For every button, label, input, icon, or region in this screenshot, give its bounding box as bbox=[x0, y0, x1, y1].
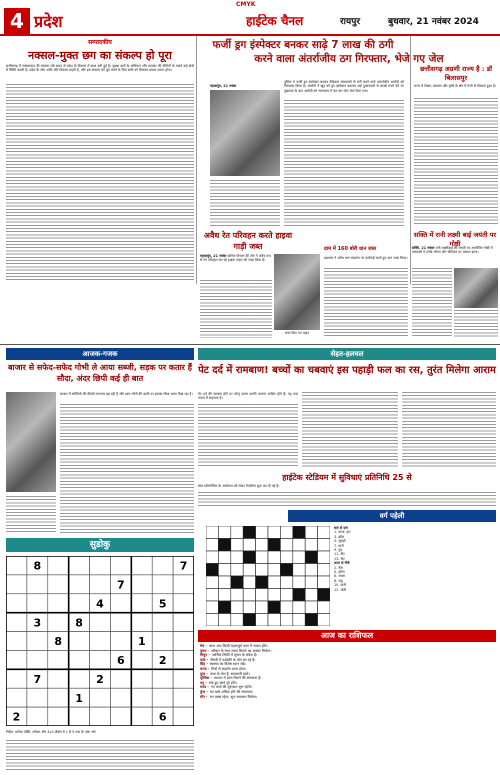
rashi-text: रुके हुए कार्य पूरे होंगे। bbox=[208, 680, 237, 685]
crossword-cell bbox=[218, 614, 230, 627]
sudoku-given: 5 bbox=[158, 597, 167, 611]
crossword-cell bbox=[268, 576, 280, 589]
sudoku-cell bbox=[131, 669, 152, 688]
crossword-title: वर्ग पहेली bbox=[288, 510, 496, 522]
sakti-body: सक्ति, 21 नवंबर रानी लक्ष्मीबाई की जयंती पर आयोजित गोष्ठी में वक्ताओं ने उनके जीवन और बलिदान पर प्रकाश डाला। bbox=[412, 246, 493, 255]
across-title: बाएं से दाएं bbox=[334, 526, 348, 530]
health-text-block bbox=[198, 404, 298, 468]
transport-headline: अवैध रेत परिवहन करते हाइवा गाड़ी जब्त bbox=[203, 231, 293, 251]
rashi-sign: मकर - bbox=[200, 685, 209, 690]
editorial-text-block bbox=[6, 84, 194, 282]
rashi-text: स्वास्थ्य का विशेष ध्यान रखें। bbox=[209, 662, 246, 667]
crossword-cell bbox=[318, 526, 330, 539]
crossword-cell bbox=[256, 551, 268, 564]
sudoku-cell bbox=[110, 669, 131, 688]
sudoku-cell bbox=[69, 575, 90, 594]
rashi-text: मन प्रसन्न रहेगा, शुभ समाचार मिलेगा। bbox=[209, 694, 258, 699]
crossword-cell bbox=[218, 589, 230, 602]
sakti-text-block bbox=[412, 268, 452, 338]
sudoku-cell bbox=[48, 688, 69, 707]
crossword-cell bbox=[293, 564, 305, 577]
crossword-cell bbox=[218, 564, 230, 577]
sudoku-cell bbox=[6, 650, 27, 669]
crossword-cell bbox=[293, 601, 305, 614]
crossword-cell bbox=[280, 564, 292, 577]
lead-dateline: महासमुंद, 21 नवंबर bbox=[210, 84, 237, 88]
rashi-text: यात्रा के योग हैं, सावधानी बरतें। bbox=[209, 671, 250, 676]
sudoku-cell bbox=[173, 575, 194, 594]
editorial-body: छत्तीसगढ़ में नक्सलवाद की समस्या लंबे समय से प्रदेश के विकास में बाधा बनी हुई है। सुरक्षा बलों के अभियान और सरकार की नीतियों के चलते कई क्षेत्रों में स्थिति बदली है। प्रदेश के लोग शांति और विकास चाहते हैं, और इस संकल्प को पूरा करने के लिए सभी को मिलकर प्रयास करना होगा। bbox=[6, 64, 194, 73]
sudoku-cell bbox=[27, 650, 48, 669]
column-divider bbox=[410, 36, 411, 284]
crossword-cell bbox=[268, 601, 280, 614]
crossword-cell bbox=[293, 526, 305, 539]
sudoku-cell bbox=[152, 556, 173, 575]
sudoku-cell bbox=[90, 650, 111, 669]
crossword-cell bbox=[256, 576, 268, 589]
rashi-text: नौकरी में पदोन्नति के योग बन रहे हैं। bbox=[210, 657, 256, 662]
transport-text-block bbox=[200, 280, 272, 338]
sudoku-cell bbox=[131, 688, 152, 707]
crossword-cell bbox=[268, 551, 280, 564]
dhan-text-block bbox=[324, 268, 408, 338]
page-number: 4 bbox=[4, 8, 30, 34]
sudoku-cell bbox=[152, 688, 173, 707]
stadium-text-block bbox=[198, 492, 496, 506]
crossword-cell bbox=[206, 539, 218, 552]
sudoku-cell bbox=[27, 707, 48, 726]
editorial-label: सम्पादकीय bbox=[88, 39, 112, 46]
rashi-sign: कुंभ - bbox=[200, 689, 208, 694]
sudoku-cell bbox=[69, 632, 90, 651]
sudoku-cell bbox=[6, 594, 27, 613]
rashi-sign: कन्या - bbox=[200, 666, 210, 671]
sudoku-cell bbox=[110, 688, 131, 707]
section-title: प्रदेश bbox=[34, 12, 63, 31]
sudoku-given: 1 bbox=[75, 691, 83, 705]
sudoku-cell bbox=[48, 707, 69, 726]
sudoku-given: 8 bbox=[54, 635, 63, 649]
sudoku-cell bbox=[173, 650, 194, 669]
crossword-cell bbox=[268, 589, 280, 602]
crossword-cell bbox=[218, 601, 230, 614]
sudoku-cell bbox=[48, 669, 69, 688]
crossword-cell bbox=[268, 526, 280, 539]
crossword-cell bbox=[280, 589, 292, 602]
crossword-cell bbox=[318, 539, 330, 552]
rashi-text: आज आप किसी महत्वपूर्ण काम में सफल होंगे। bbox=[208, 644, 268, 648]
sudoku-cell bbox=[173, 688, 194, 707]
across-clue: 3. झील bbox=[334, 534, 345, 539]
crossword-cell bbox=[256, 564, 268, 577]
crossword-board bbox=[206, 526, 330, 626]
crossword-cell bbox=[305, 539, 317, 552]
across-clue: 7. घाटी bbox=[334, 543, 344, 548]
crossword-cell bbox=[206, 589, 218, 602]
column-divider bbox=[196, 36, 197, 284]
right-text-block bbox=[414, 98, 498, 226]
lead-photo bbox=[210, 90, 280, 176]
sudoku-cell bbox=[69, 669, 90, 688]
health-text-block-3 bbox=[402, 392, 496, 468]
sudoku-given: 2 bbox=[12, 710, 21, 724]
sudoku-cell bbox=[69, 707, 90, 726]
sudoku-given: 7 bbox=[179, 559, 188, 573]
sudoku-cell bbox=[173, 707, 194, 726]
rashi-sign: मीन - bbox=[200, 694, 208, 699]
crossword-cell bbox=[293, 539, 305, 552]
crossword-cell bbox=[305, 526, 317, 539]
sudoku-cell bbox=[173, 669, 194, 688]
sudoku-cell bbox=[69, 594, 90, 613]
sudoku-cell bbox=[48, 575, 69, 594]
sudoku-cell bbox=[110, 594, 131, 613]
sudoku-title: सुडोकु bbox=[6, 538, 194, 552]
down-clue: 12. मोती bbox=[334, 587, 347, 592]
sudoku-cell bbox=[173, 594, 194, 613]
crossword-cell bbox=[206, 576, 218, 589]
crossword-cell bbox=[305, 589, 317, 602]
editorial-headline: नक्सल-मुक्त छग का संकल्प हो पूरा bbox=[28, 49, 172, 62]
rashi-text: नए कार्य की शुरुआत शुभ रहेगी। bbox=[210, 685, 252, 690]
crossword-cell bbox=[305, 614, 317, 627]
crossword-cell bbox=[268, 614, 280, 627]
across-list bbox=[334, 530, 496, 561]
sudoku-cell bbox=[69, 650, 90, 669]
crossword-cell bbox=[305, 601, 317, 614]
crossword-cell bbox=[268, 539, 280, 552]
sakti-text-block-2 bbox=[454, 310, 498, 338]
sudoku-given: 7 bbox=[33, 672, 42, 686]
crossword-cell bbox=[243, 576, 255, 589]
crossword-cell bbox=[318, 614, 330, 627]
crossword-cell bbox=[206, 526, 218, 539]
transport-body: महासमुंद, 21 नवंबर खनिज विभाग की टीम ने अवैध रूप से रेत परिवहन कर रहे हाइवा वाहन को जब्त किया है। bbox=[200, 254, 271, 263]
crossword-cell bbox=[280, 551, 292, 564]
sudoku-cell bbox=[131, 613, 152, 632]
rashi-text: मित्रों से सहयोग प्राप्त होगा। bbox=[211, 666, 247, 671]
sudoku-cell bbox=[90, 556, 111, 575]
crossword-cell bbox=[318, 564, 330, 577]
sudoku-cell bbox=[131, 575, 152, 594]
down-list bbox=[334, 566, 496, 592]
crossword-clues bbox=[334, 526, 496, 592]
crossword-cell bbox=[231, 539, 243, 552]
rashi-sign: कर्क - bbox=[200, 657, 209, 662]
lead-text-block-2 bbox=[210, 180, 280, 226]
sudoku-given: 8 bbox=[75, 616, 83, 630]
section-rule bbox=[0, 344, 500, 345]
crossword-cell bbox=[318, 589, 330, 602]
sudoku-cell bbox=[110, 613, 131, 632]
stadium-headline: हाईटेक स्टेडियम में सुविधाएं प्रतिनिधि 25 से bbox=[282, 473, 412, 482]
sudoku-cell bbox=[48, 594, 69, 613]
down-clue: 8. लघु bbox=[334, 578, 343, 583]
down-clue: 6. आज्ञा bbox=[334, 574, 345, 579]
health-label: सेहत-हलचल bbox=[198, 348, 496, 360]
sudoku-cell bbox=[6, 556, 27, 575]
sakti-headline: सक्ति में रानी लक्ष्मी बाई जयंती पर गोष्ठी bbox=[413, 231, 497, 248]
sudoku-cell bbox=[27, 575, 48, 594]
sudoku-given: 4 bbox=[96, 597, 104, 611]
crossword-cell bbox=[256, 601, 268, 614]
sudoku-given: 6 bbox=[117, 654, 125, 668]
crossword-cell bbox=[206, 614, 218, 627]
sudoku-cell bbox=[27, 632, 48, 651]
crossword-grid bbox=[206, 526, 330, 626]
rashi-sign: मिथुन - bbox=[200, 653, 210, 658]
sudoku-cell bbox=[131, 556, 152, 575]
crossword-cell bbox=[243, 539, 255, 552]
crossword-cell bbox=[305, 564, 317, 577]
sudoku-cell bbox=[6, 688, 27, 707]
market-text-block-2 bbox=[6, 496, 56, 534]
sudoku-cell bbox=[90, 632, 111, 651]
sudoku-cell bbox=[27, 594, 48, 613]
crossword-cell bbox=[318, 551, 330, 564]
crossword-cell bbox=[218, 576, 230, 589]
crossword-cell bbox=[243, 526, 255, 539]
crossword-cell bbox=[280, 526, 292, 539]
crossword-cell bbox=[231, 614, 243, 627]
crossword-cell bbox=[243, 589, 255, 602]
across-clue: 5. सुराही bbox=[334, 539, 346, 544]
crossword-cell bbox=[206, 564, 218, 577]
crossword-cell bbox=[243, 601, 255, 614]
crossword-cell bbox=[280, 539, 292, 552]
crossword-cell bbox=[231, 589, 243, 602]
rashi-text: आर्थिक स्थिति में सुधार के संकेत हैं। bbox=[211, 653, 258, 658]
sudoku-cell bbox=[152, 632, 173, 651]
crossword-cell bbox=[293, 576, 305, 589]
rashi-sign: धनु - bbox=[200, 680, 207, 685]
across-clue: 11. तीर bbox=[334, 552, 345, 557]
crossword-cell bbox=[280, 576, 292, 589]
rashi-sign: सिंह - bbox=[200, 662, 208, 667]
crossword-cell bbox=[231, 551, 243, 564]
transport-caption: जब्त किए गए वाहन bbox=[284, 331, 310, 335]
sudoku-cell bbox=[48, 650, 69, 669]
sudoku-cell bbox=[131, 594, 152, 613]
sudoku-cell bbox=[173, 632, 194, 651]
stadium-body: खेल प्रतियोगिता के आयोजन को लेकर तैयारियां शुरू कर दी गई हैं। bbox=[198, 484, 280, 488]
crossword-cell bbox=[256, 614, 268, 627]
issue-date: बुधवार, 21 नवंबर 2024 bbox=[388, 17, 479, 27]
sudoku-cell bbox=[69, 556, 90, 575]
dhan-body: प्रशासन ने अवैध धान भंडारण पर कार्रवाई करते हुए धान जब्त किया। bbox=[324, 256, 408, 260]
sudoku-text-block bbox=[6, 740, 194, 770]
health-text-block-2 bbox=[302, 392, 398, 468]
crossword-cell bbox=[293, 589, 305, 602]
crossword-cell bbox=[231, 526, 243, 539]
sudoku-cell bbox=[152, 669, 173, 688]
rashi-sign: तुला - bbox=[200, 671, 208, 676]
crossword-cell bbox=[293, 551, 305, 564]
sudoku-cell bbox=[27, 688, 48, 707]
sudoku-cell bbox=[6, 669, 27, 688]
across-clue: 9. पुत्र bbox=[334, 548, 343, 553]
down-title: ऊपर से नीचे bbox=[334, 561, 350, 566]
sudoku-board bbox=[6, 556, 194, 726]
crossword-cell bbox=[268, 564, 280, 577]
lead-headline-2: करने वाला अंतर्राजीय ठग गिरफ्तार, भेजे गए जेल bbox=[254, 53, 444, 65]
header-rule bbox=[0, 34, 500, 36]
sudoku-footer: निर्देश: प्रत्येक पंक्ति, कॉलम और 3x3 बॉक्स में 1 से 9 तक के अंक भरें। bbox=[6, 730, 97, 734]
sudoku-cell bbox=[90, 613, 111, 632]
lead-text-block bbox=[284, 100, 404, 226]
crossword-cell bbox=[318, 576, 330, 589]
market-headline: बाजार से सफेद-सफेद गोभी ले आया सब्जी, सड़क पर कतार हैं सौदा, अंदर छिपी कई ही बात bbox=[7, 363, 192, 383]
sudoku-given: 8 bbox=[33, 559, 42, 573]
crossword-cell bbox=[293, 614, 305, 627]
sudoku-cell bbox=[6, 632, 27, 651]
rashi-sign: वृश्चिक - bbox=[200, 676, 212, 681]
sudoku-cell bbox=[6, 575, 27, 594]
sudoku-given: 2 bbox=[158, 654, 167, 668]
sudoku-given: 1 bbox=[137, 635, 146, 649]
transport-photo bbox=[274, 254, 320, 330]
sudoku-given: 2 bbox=[96, 672, 104, 686]
horoscope-item bbox=[200, 695, 494, 700]
horoscope-title: आज का राशिफल bbox=[198, 630, 496, 642]
right-story-headline: छत्तीसगढ़ अग्रणी राज्य है : डॉ बिलासपुर bbox=[420, 65, 492, 82]
crossword-cell bbox=[256, 589, 268, 602]
sudoku-cell bbox=[110, 707, 131, 726]
brand-logo: CMYK bbox=[236, 1, 256, 8]
lead-body: पुलिस ने फर्जी ड्रग इंस्पेक्टर बनकर मेडिकल संचालकों से ठगी करने वाले अंतर्राजीय आरोपी को गिरफ्तार किया है। आरोपी ने खुद को ड्रग इंस्पेक्टर बताकर कई दुकानदारों से लाखों रुपये ऐंठे थे। पूछताछ के बाद आरोपी को न्यायालय में पेश कर जेल भेज दिया गया। bbox=[284, 80, 404, 93]
crossword-cell bbox=[243, 551, 255, 564]
sudoku-cell bbox=[110, 556, 131, 575]
sudoku-cell bbox=[110, 632, 131, 651]
rashi-sign: वृषभ - bbox=[200, 648, 210, 653]
sudoku-cell bbox=[48, 613, 69, 632]
rashi-sign: मेष - bbox=[200, 644, 207, 648]
masthead: हाईटेक चैनल bbox=[246, 14, 304, 28]
sudoku-given: 6 bbox=[158, 710, 167, 724]
rashi-text: परिवार के साथ समय बिताने का अवसर मिलेगा। bbox=[211, 648, 272, 653]
sakti-photo bbox=[454, 268, 498, 308]
rashi-text: धन खर्च अधिक होने की संभावना। bbox=[209, 689, 254, 694]
crossword-cell bbox=[206, 551, 218, 564]
crossword-cell bbox=[243, 614, 255, 627]
sudoku-cell bbox=[152, 613, 173, 632]
crossword-cell bbox=[256, 539, 268, 552]
crossword-cell bbox=[256, 526, 268, 539]
sudoku-cell bbox=[90, 575, 111, 594]
crossword-cell bbox=[318, 601, 330, 614]
sudoku-cell bbox=[90, 707, 111, 726]
edition-city: रायपुर bbox=[340, 17, 361, 27]
down-clue: 4. हरिण bbox=[334, 570, 345, 575]
across-clue: 13. मेघ bbox=[334, 556, 345, 561]
sudoku-cell bbox=[90, 688, 111, 707]
sudoku-cell bbox=[131, 707, 152, 726]
crossword-cell bbox=[231, 576, 243, 589]
sudoku-grid bbox=[6, 556, 194, 726]
crossword-cell bbox=[231, 564, 243, 577]
crossword-cell bbox=[206, 601, 218, 614]
down-clue: 2. मैना bbox=[334, 565, 344, 570]
sudoku-cell bbox=[131, 650, 152, 669]
lead-headline-1: फर्जी ड्रग इंस्पेक्टर बनकर साढ़े 7 लाख की ठगी bbox=[212, 39, 394, 51]
crossword-cell bbox=[280, 601, 292, 614]
rashi-text: व्यापार में लाभ मिलने की संभावना है। bbox=[213, 676, 262, 681]
market-photo bbox=[6, 392, 56, 492]
crossword-cell bbox=[218, 551, 230, 564]
sudoku-cell bbox=[173, 613, 194, 632]
across-clue: 1. माला, हार bbox=[334, 530, 351, 535]
sudoku-cell bbox=[48, 556, 69, 575]
health-headline: पेट दर्द में रामबाण! बच्चों का चबवाएं इस पहाड़ी फल का रस, तुरंत मिलेगा आराम bbox=[198, 365, 496, 376]
sudoku-given: 3 bbox=[33, 616, 42, 630]
crossword-cell bbox=[280, 614, 292, 627]
crossword-cell bbox=[218, 526, 230, 539]
market-label: आजक-गजक bbox=[6, 348, 194, 360]
market-body: बाजार में सब्जियों की कीमतें लगातार बढ़ रही हैं और आम लोगों की थाली पर इसका सीधा असर दिख रहा है। bbox=[60, 392, 193, 396]
sudoku-cell bbox=[6, 613, 27, 632]
down-clue: 10. पानी bbox=[334, 583, 347, 588]
market-text-block bbox=[60, 404, 194, 534]
horoscope-list bbox=[200, 644, 494, 699]
crossword-cell bbox=[231, 601, 243, 614]
crossword-cell bbox=[218, 539, 230, 552]
crossword-cell bbox=[305, 551, 317, 564]
health-body: पेट दर्द की समस्या होने पर घरेलू उपाय काफी कारगर साबित होते हैं। यह फल पाचन में सहायक है। bbox=[198, 392, 298, 401]
right-story-body: राज्य में शिक्षा, स्वास्थ्य और कृषि के क्षेत्र में तेजी से विकास हुआ है। bbox=[414, 84, 497, 88]
dhan-headline: ग्राम में 160 बोरी धान जब्त bbox=[324, 246, 377, 252]
crossword-cell bbox=[305, 576, 317, 589]
crossword-cell bbox=[243, 564, 255, 577]
sudoku-given: 7 bbox=[117, 578, 125, 592]
sudoku-cell bbox=[152, 575, 173, 594]
